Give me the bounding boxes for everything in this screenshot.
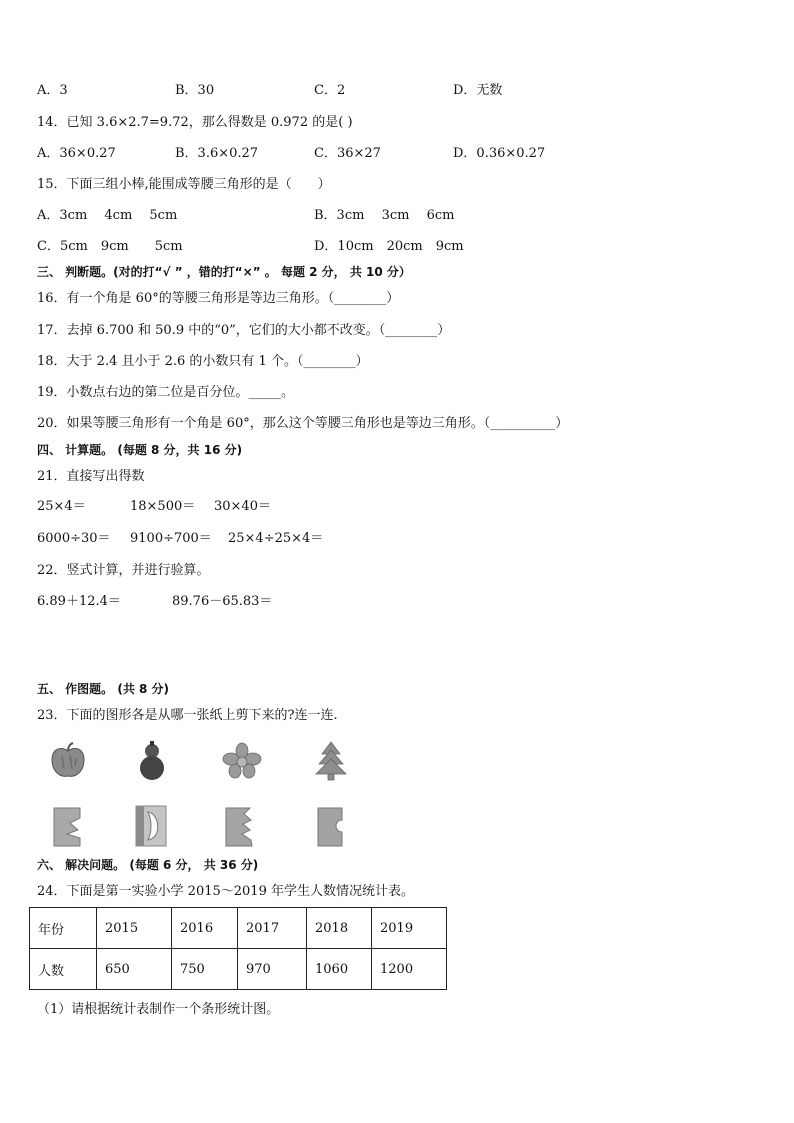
q21-expr: 18×500＝ xyxy=(130,499,196,514)
q15-stem: 15．下面三组小棒,能围成等腰三角形的是（ ） xyxy=(37,177,331,192)
q22-expr: 89.76－65.83＝ xyxy=(172,594,273,609)
q21-expr: 25×4＝ xyxy=(37,499,86,514)
section4-title: 四、 计算题。 (每题 8 分，共 16 分) xyxy=(37,443,243,457)
section3-title: 三、 判断题。(对的打“√ ” ，错的打“×” 。 每题 2 分， 共 10 分） xyxy=(37,265,411,279)
section6-title: 六、 解决问题。 (每题 6 分， 共 36 分) xyxy=(37,858,259,872)
paper-piece-c xyxy=(224,806,254,848)
q21-stem: 21．直接写出得数 xyxy=(37,469,145,484)
student-count-table xyxy=(29,907,447,990)
q21-expr: 6000÷30＝ xyxy=(37,531,111,546)
q14-option-b: B．3.6×0.27 xyxy=(175,146,259,161)
q18: 18．大于 2.4 且小于 2.6 的小数只有 1 个。（________） xyxy=(37,354,369,369)
q24-stem: 24．下面是第一实验小学 2015～2019 年学生人数情况统计表。 xyxy=(37,884,414,899)
gourd-shape xyxy=(134,740,170,782)
year-cell: 2019 xyxy=(372,908,447,949)
q23-stem: 23．下面的图形各是从哪一张纸上剪下来的?连一连. xyxy=(37,708,338,723)
count-cell: 1200 xyxy=(372,949,447,990)
q22-expr: 6.89＋12.4＝ xyxy=(37,594,121,609)
q22-stem: 22．竖式计算，并进行验算。 xyxy=(37,563,210,578)
count-cell: 970 xyxy=(238,949,307,990)
table-row xyxy=(30,949,447,990)
count-cell: 750 xyxy=(172,949,238,990)
year-cell: 2016 xyxy=(172,908,238,949)
q14-stem: 14．已知 3.6×2.7=9.72，那么得数是 0.972 的是( ) xyxy=(37,115,353,130)
q16: 16．有一个角是 60°的等腰三角形是等边三角形。（________） xyxy=(37,291,400,306)
q14-option-a: A．36×0.27 xyxy=(37,146,116,161)
q13-option-c: C．2 xyxy=(314,83,346,98)
q20: 20．如果等腰三角形有一个角是 60°，那么这个等腰三角形也是等边三角形。（__________） xyxy=(37,416,569,431)
q15-option-d: D．10cm 20cm 9cm xyxy=(314,239,464,254)
flower-shape xyxy=(222,742,262,780)
section5-title: 五、 作图题。 (共 8 分) xyxy=(37,682,170,696)
q21-expr: 30×40＝ xyxy=(214,499,271,514)
q14-option-d: D．0.36×0.27 xyxy=(453,146,546,161)
year-cell: 2017 xyxy=(238,908,307,949)
q24-sub1: （1）请根据统计表制作一个条形统计图。 xyxy=(37,1002,280,1017)
q15-option-b: B．3cm 3cm 6cm xyxy=(314,208,455,223)
count-cell: 1060 xyxy=(307,949,372,990)
q13-option-a: A．3 xyxy=(37,83,68,98)
q21-expr: 9100÷700＝ xyxy=(130,531,212,546)
count-cell: 650 xyxy=(97,949,172,990)
q15-option-c: C．5cm 9cm 5cm xyxy=(37,239,183,254)
tree-shape xyxy=(314,740,348,782)
q15-option-a: A．3cm 4cm 5cm xyxy=(37,208,178,223)
table-row xyxy=(30,908,447,949)
year-cell: 2015 xyxy=(97,908,172,949)
q19: 19．小数点右边的第二位是百分位。_____。 xyxy=(37,385,295,400)
year-cell: 2018 xyxy=(307,908,372,949)
q13-option-b: B．30 xyxy=(175,83,215,98)
paper-piece-d xyxy=(316,806,346,848)
q14-option-c: C．36×27 xyxy=(314,146,381,161)
row-label: 人数 xyxy=(30,949,97,990)
q13-option-d: D．无数 xyxy=(453,83,503,98)
row-label: 年份 xyxy=(30,908,97,949)
apple-shape xyxy=(48,742,88,782)
paper-piece-b xyxy=(134,804,168,848)
paper-piece-a xyxy=(52,806,82,848)
q21-expr: 25×4÷25×4＝ xyxy=(228,531,324,546)
q17: 17．去掉 6.700 和 50.9 中的“0”，它们的大小都不改变。（________） xyxy=(37,323,451,338)
